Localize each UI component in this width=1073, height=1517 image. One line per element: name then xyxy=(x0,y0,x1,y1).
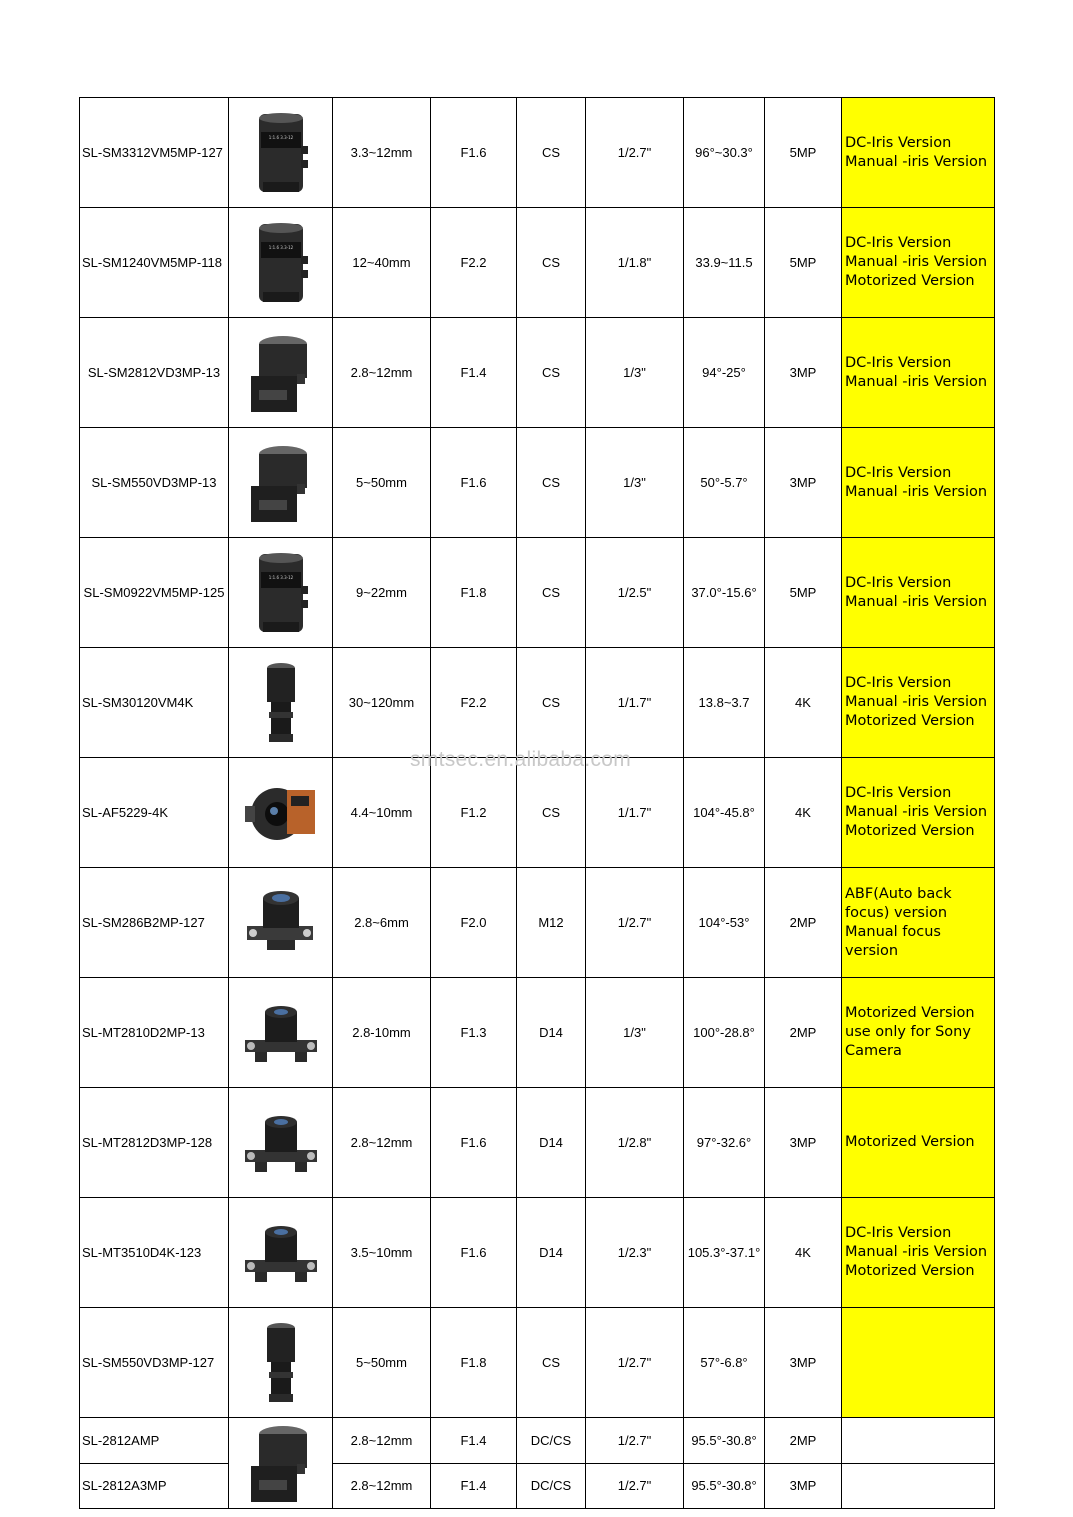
long-zoom-lens-icon xyxy=(241,658,321,748)
model-cell: SL-SM0922VM5MP-125 xyxy=(80,538,229,648)
dc-iris-lens-icon xyxy=(241,328,321,418)
board-lens-icon xyxy=(241,878,321,968)
aperture-cell: F1.3 xyxy=(431,978,517,1088)
model-cell: SL-SM550VD3MP-13 xyxy=(80,428,229,538)
field-of-view-cell: 94°-25° xyxy=(684,318,765,428)
aperture-cell: F2.0 xyxy=(431,868,517,978)
mount-cell: DC/CS xyxy=(517,1463,586,1509)
mount-cell: CS xyxy=(517,428,586,538)
lens-image-cell xyxy=(229,1418,333,1509)
model-cell: SL-SM2812VD3MP-13 xyxy=(80,318,229,428)
resolution-cell: 3MP xyxy=(765,428,842,538)
table-row xyxy=(80,318,995,428)
focal-length-cell: 2.8~12mm xyxy=(333,318,431,428)
sensor-size-cell: 1/2.7" xyxy=(586,1308,684,1418)
model-cell: SL-MT2810D2MP-13 xyxy=(80,978,229,1088)
version-note: Manual -iris Version xyxy=(845,1244,988,1260)
motorized-board-lens-icon xyxy=(241,1098,321,1188)
sensor-size-cell: 1/1.7" xyxy=(586,648,684,758)
version-note: DC-Iris Version xyxy=(845,785,952,801)
svg-text:1:1.6 3.3-12: 1:1.6 3.3-12 xyxy=(268,244,293,250)
aperture-cell: F1.8 xyxy=(431,538,517,648)
version-notes-cell xyxy=(842,1463,995,1509)
resolution-cell: 3MP xyxy=(765,1308,842,1418)
aperture-cell: F1.8 xyxy=(431,1308,517,1418)
focal-length-cell: 12~40mm xyxy=(333,208,431,318)
aperture-cell: F1.6 xyxy=(431,1198,517,1308)
version-notes-cell xyxy=(842,318,995,428)
motorized-board-lens-icon xyxy=(241,1208,321,1298)
focal-length-cell: 2.8~6mm xyxy=(333,868,431,978)
autofocus-lens-icon xyxy=(241,768,321,858)
sensor-size-cell: 1/2.7" xyxy=(586,1463,684,1509)
table-row xyxy=(80,98,995,208)
field-of-view-cell: 96°~30.3° xyxy=(684,98,765,208)
aperture-cell: F1.6 xyxy=(431,98,517,208)
version-note: Manual -iris Version xyxy=(845,254,988,270)
resolution-cell: 5MP xyxy=(765,538,842,648)
model-cell: SL-SM1240VM5MP-118 xyxy=(80,208,229,318)
version-note: Camera xyxy=(845,1043,902,1059)
focal-length-cell: 2.8~12mm xyxy=(333,1418,431,1464)
focal-length-cell: 30~120mm xyxy=(333,648,431,758)
resolution-cell: 3MP xyxy=(765,318,842,428)
version-note: Manual -iris Version xyxy=(845,804,988,820)
version-notes-cell xyxy=(842,1088,995,1198)
lens-image-cell xyxy=(229,428,333,538)
sensor-size-cell: 1/3" xyxy=(586,318,684,428)
table-row xyxy=(80,978,995,1088)
dc-iris-lens-icon xyxy=(241,1418,321,1508)
version-note: Manual focus xyxy=(845,923,941,940)
lens-image-cell xyxy=(229,648,333,758)
version-note: Motorized Version xyxy=(845,1263,975,1279)
resolution-cell: 5MP xyxy=(765,98,842,208)
version-note: focus) version xyxy=(845,904,948,921)
resolution-cell: 4K xyxy=(765,758,842,868)
sensor-size-cell: 1/2.7" xyxy=(586,1418,684,1464)
model-cell: SL-2812AMP xyxy=(80,1418,229,1464)
resolution-cell: 4K xyxy=(765,648,842,758)
motorized-board-lens-icon xyxy=(241,988,321,1078)
field-of-view-cell: 104°-45.8° xyxy=(684,758,765,868)
watermark: smtsec.en.alibaba.com xyxy=(410,748,632,771)
version-note: Motorized Version xyxy=(845,823,975,839)
mount-cell: CS xyxy=(517,318,586,428)
mount-cell: CS xyxy=(517,538,586,648)
mount-cell: DC/CS xyxy=(517,1418,586,1464)
field-of-view-cell: 50°-5.7° xyxy=(684,428,765,538)
resolution-cell: 3MP xyxy=(765,1088,842,1198)
model-cell: SL-MT2812D3MP-128 xyxy=(80,1088,229,1198)
box-varifocal-lens-icon xyxy=(241,108,321,198)
field-of-view-cell: 33.9~11.5 xyxy=(684,208,765,318)
focal-length-cell: 2.8-10mm xyxy=(333,978,431,1088)
mount-cell: CS xyxy=(517,208,586,318)
table-row xyxy=(80,1198,995,1308)
box-varifocal-lens-icon xyxy=(241,218,321,308)
model-cell: SL-AF5229-4K xyxy=(80,758,229,868)
sensor-size-cell: 1/3" xyxy=(586,978,684,1088)
resolution-cell: 5MP xyxy=(765,208,842,318)
version-note: Motorized Version xyxy=(845,713,975,729)
resolution-cell: 2MP xyxy=(765,978,842,1088)
focal-length-cell: 2.8~12mm xyxy=(333,1088,431,1198)
mount-cell: D14 xyxy=(517,978,586,1088)
version-note: DC-Iris Version xyxy=(845,134,952,151)
lens-image-cell xyxy=(229,1088,333,1198)
version-notes-cell xyxy=(842,1308,995,1418)
svg-text:1:1.6 3.3-12: 1:1.6 3.3-12 xyxy=(268,574,293,580)
model-cell: SL-MT3510D4K-123 xyxy=(80,1198,229,1308)
aperture-cell: F1.6 xyxy=(431,428,517,538)
version-notes-cell xyxy=(842,978,995,1088)
version-note: Manual -iris Version xyxy=(845,153,988,170)
mount-cell: CS xyxy=(517,758,586,868)
aperture-cell: F2.2 xyxy=(431,208,517,318)
mount-cell: CS xyxy=(517,98,586,208)
version-note: Manual -iris Version xyxy=(845,373,988,390)
version-note: Manual -iris Version xyxy=(845,694,988,710)
version-note: DC-Iris Version xyxy=(845,464,952,481)
version-note: DC-Iris Version xyxy=(845,1225,952,1241)
sensor-size-cell: 1/1.8" xyxy=(586,208,684,318)
mount-cell: CS xyxy=(517,648,586,758)
model-cell: SL-SM30120VM4K xyxy=(80,648,229,758)
table-row xyxy=(80,1308,995,1418)
lens-spec-table xyxy=(79,97,995,1509)
svg-text:1:1.6 3.3-12: 1:1.6 3.3-12 xyxy=(268,134,293,140)
lens-image-cell xyxy=(229,538,333,648)
table-row xyxy=(80,1088,995,1198)
lens-image-cell xyxy=(229,1308,333,1418)
model-cell: SL-SM3312VM5MP-127 xyxy=(80,98,229,208)
lens-image-cell xyxy=(229,208,333,318)
model-cell: SL-SM550VD3MP-127 xyxy=(80,1308,229,1418)
table-row xyxy=(80,868,995,978)
lens-image-cell xyxy=(229,98,333,208)
sensor-size-cell: 1/1.7" xyxy=(586,758,684,868)
sensor-size-cell: 1/2.3" xyxy=(586,1198,684,1308)
aperture-cell: F1.4 xyxy=(431,318,517,428)
mount-cell: CS xyxy=(517,1308,586,1418)
table-row xyxy=(80,758,995,868)
focal-length-cell: 3.3~12mm xyxy=(333,98,431,208)
lens-table-body xyxy=(80,98,995,1509)
aperture-cell: F1.6 xyxy=(431,1088,517,1198)
dc-iris-lens-icon xyxy=(241,438,321,528)
version-note: Manual -iris Version xyxy=(845,593,988,610)
lens-image-cell xyxy=(229,978,333,1088)
field-of-view-cell: 104°-53° xyxy=(684,868,765,978)
sensor-size-cell: 1/2.5" xyxy=(586,538,684,648)
sensor-size-cell: 1/2.7" xyxy=(586,868,684,978)
version-note: Motorized Version xyxy=(845,1005,975,1021)
model-cell: SL-2812A3MP xyxy=(80,1463,229,1509)
table-row xyxy=(80,648,995,758)
version-note: DC-Iris Version xyxy=(845,675,952,691)
table-row xyxy=(80,1463,995,1509)
version-note: DC-Iris Version xyxy=(845,574,952,591)
lens-image-cell xyxy=(229,318,333,428)
table-row xyxy=(80,428,995,538)
version-note: ABF(Auto back xyxy=(845,885,952,902)
focal-length-cell: 9~22mm xyxy=(333,538,431,648)
focal-length-cell: 5~50mm xyxy=(333,1308,431,1418)
field-of-view-cell: 97°-32.6° xyxy=(684,1088,765,1198)
version-note: use only for Sony xyxy=(845,1024,971,1040)
table-row xyxy=(80,538,995,648)
version-note: DC-Iris Version xyxy=(845,354,952,371)
version-notes-cell xyxy=(842,98,995,208)
focal-length-cell: 5~50mm xyxy=(333,428,431,538)
focal-length-cell: 2.8~12mm xyxy=(333,1463,431,1509)
sensor-size-cell: 1/3" xyxy=(586,428,684,538)
version-notes-cell xyxy=(842,758,995,868)
resolution-cell: 2MP xyxy=(765,1418,842,1464)
field-of-view-cell: 13.8~3.7 xyxy=(684,648,765,758)
sensor-size-cell: 1/2.8" xyxy=(586,1088,684,1198)
aperture-cell: F2.2 xyxy=(431,648,517,758)
resolution-cell: 4K xyxy=(765,1198,842,1308)
version-notes-cell xyxy=(842,868,995,978)
version-notes-cell xyxy=(842,648,995,758)
version-notes-cell xyxy=(842,538,995,648)
version-note: Motorized Version xyxy=(845,273,975,289)
version-note: DC-Iris Version xyxy=(845,235,952,251)
version-note: version xyxy=(845,942,899,959)
table-row xyxy=(80,1418,995,1464)
resolution-cell: 2MP xyxy=(765,868,842,978)
field-of-view-cell: 100°-28.8° xyxy=(684,978,765,1088)
mount-cell: D14 xyxy=(517,1198,586,1308)
sensor-size-cell: 1/2.7" xyxy=(586,98,684,208)
mount-cell: D14 xyxy=(517,1088,586,1198)
lens-image-cell xyxy=(229,758,333,868)
focal-length-cell: 4.4~10mm xyxy=(333,758,431,868)
resolution-cell: 3MP xyxy=(765,1463,842,1509)
version-notes-cell xyxy=(842,428,995,538)
long-zoom-lens-icon xyxy=(241,1318,321,1408)
field-of-view-cell: 37.0°-15.6° xyxy=(684,538,765,648)
version-notes-cell xyxy=(842,1198,995,1308)
version-notes-cell xyxy=(842,1418,995,1464)
field-of-view-cell: 57°-6.8° xyxy=(684,1308,765,1418)
table-row xyxy=(80,208,995,318)
version-note: Manual -iris Version xyxy=(845,483,988,500)
field-of-view-cell: 105.3°-37.1° xyxy=(684,1198,765,1308)
mount-cell: M12 xyxy=(517,868,586,978)
field-of-view-cell: 95.5°-30.8° xyxy=(684,1463,765,1509)
lens-image-cell xyxy=(229,868,333,978)
field-of-view-cell: 95.5°-30.8° xyxy=(684,1418,765,1464)
aperture-cell: F1.4 xyxy=(431,1418,517,1464)
box-varifocal-lens-icon xyxy=(241,548,321,638)
version-notes-cell xyxy=(842,208,995,318)
aperture-cell: F1.4 xyxy=(431,1463,517,1509)
model-cell: SL-SM286B2MP-127 xyxy=(80,868,229,978)
aperture-cell: F1.2 xyxy=(431,758,517,868)
lens-image-cell xyxy=(229,1198,333,1308)
focal-length-cell: 3.5~10mm xyxy=(333,1198,431,1308)
version-note: Motorized Version xyxy=(845,1134,975,1150)
